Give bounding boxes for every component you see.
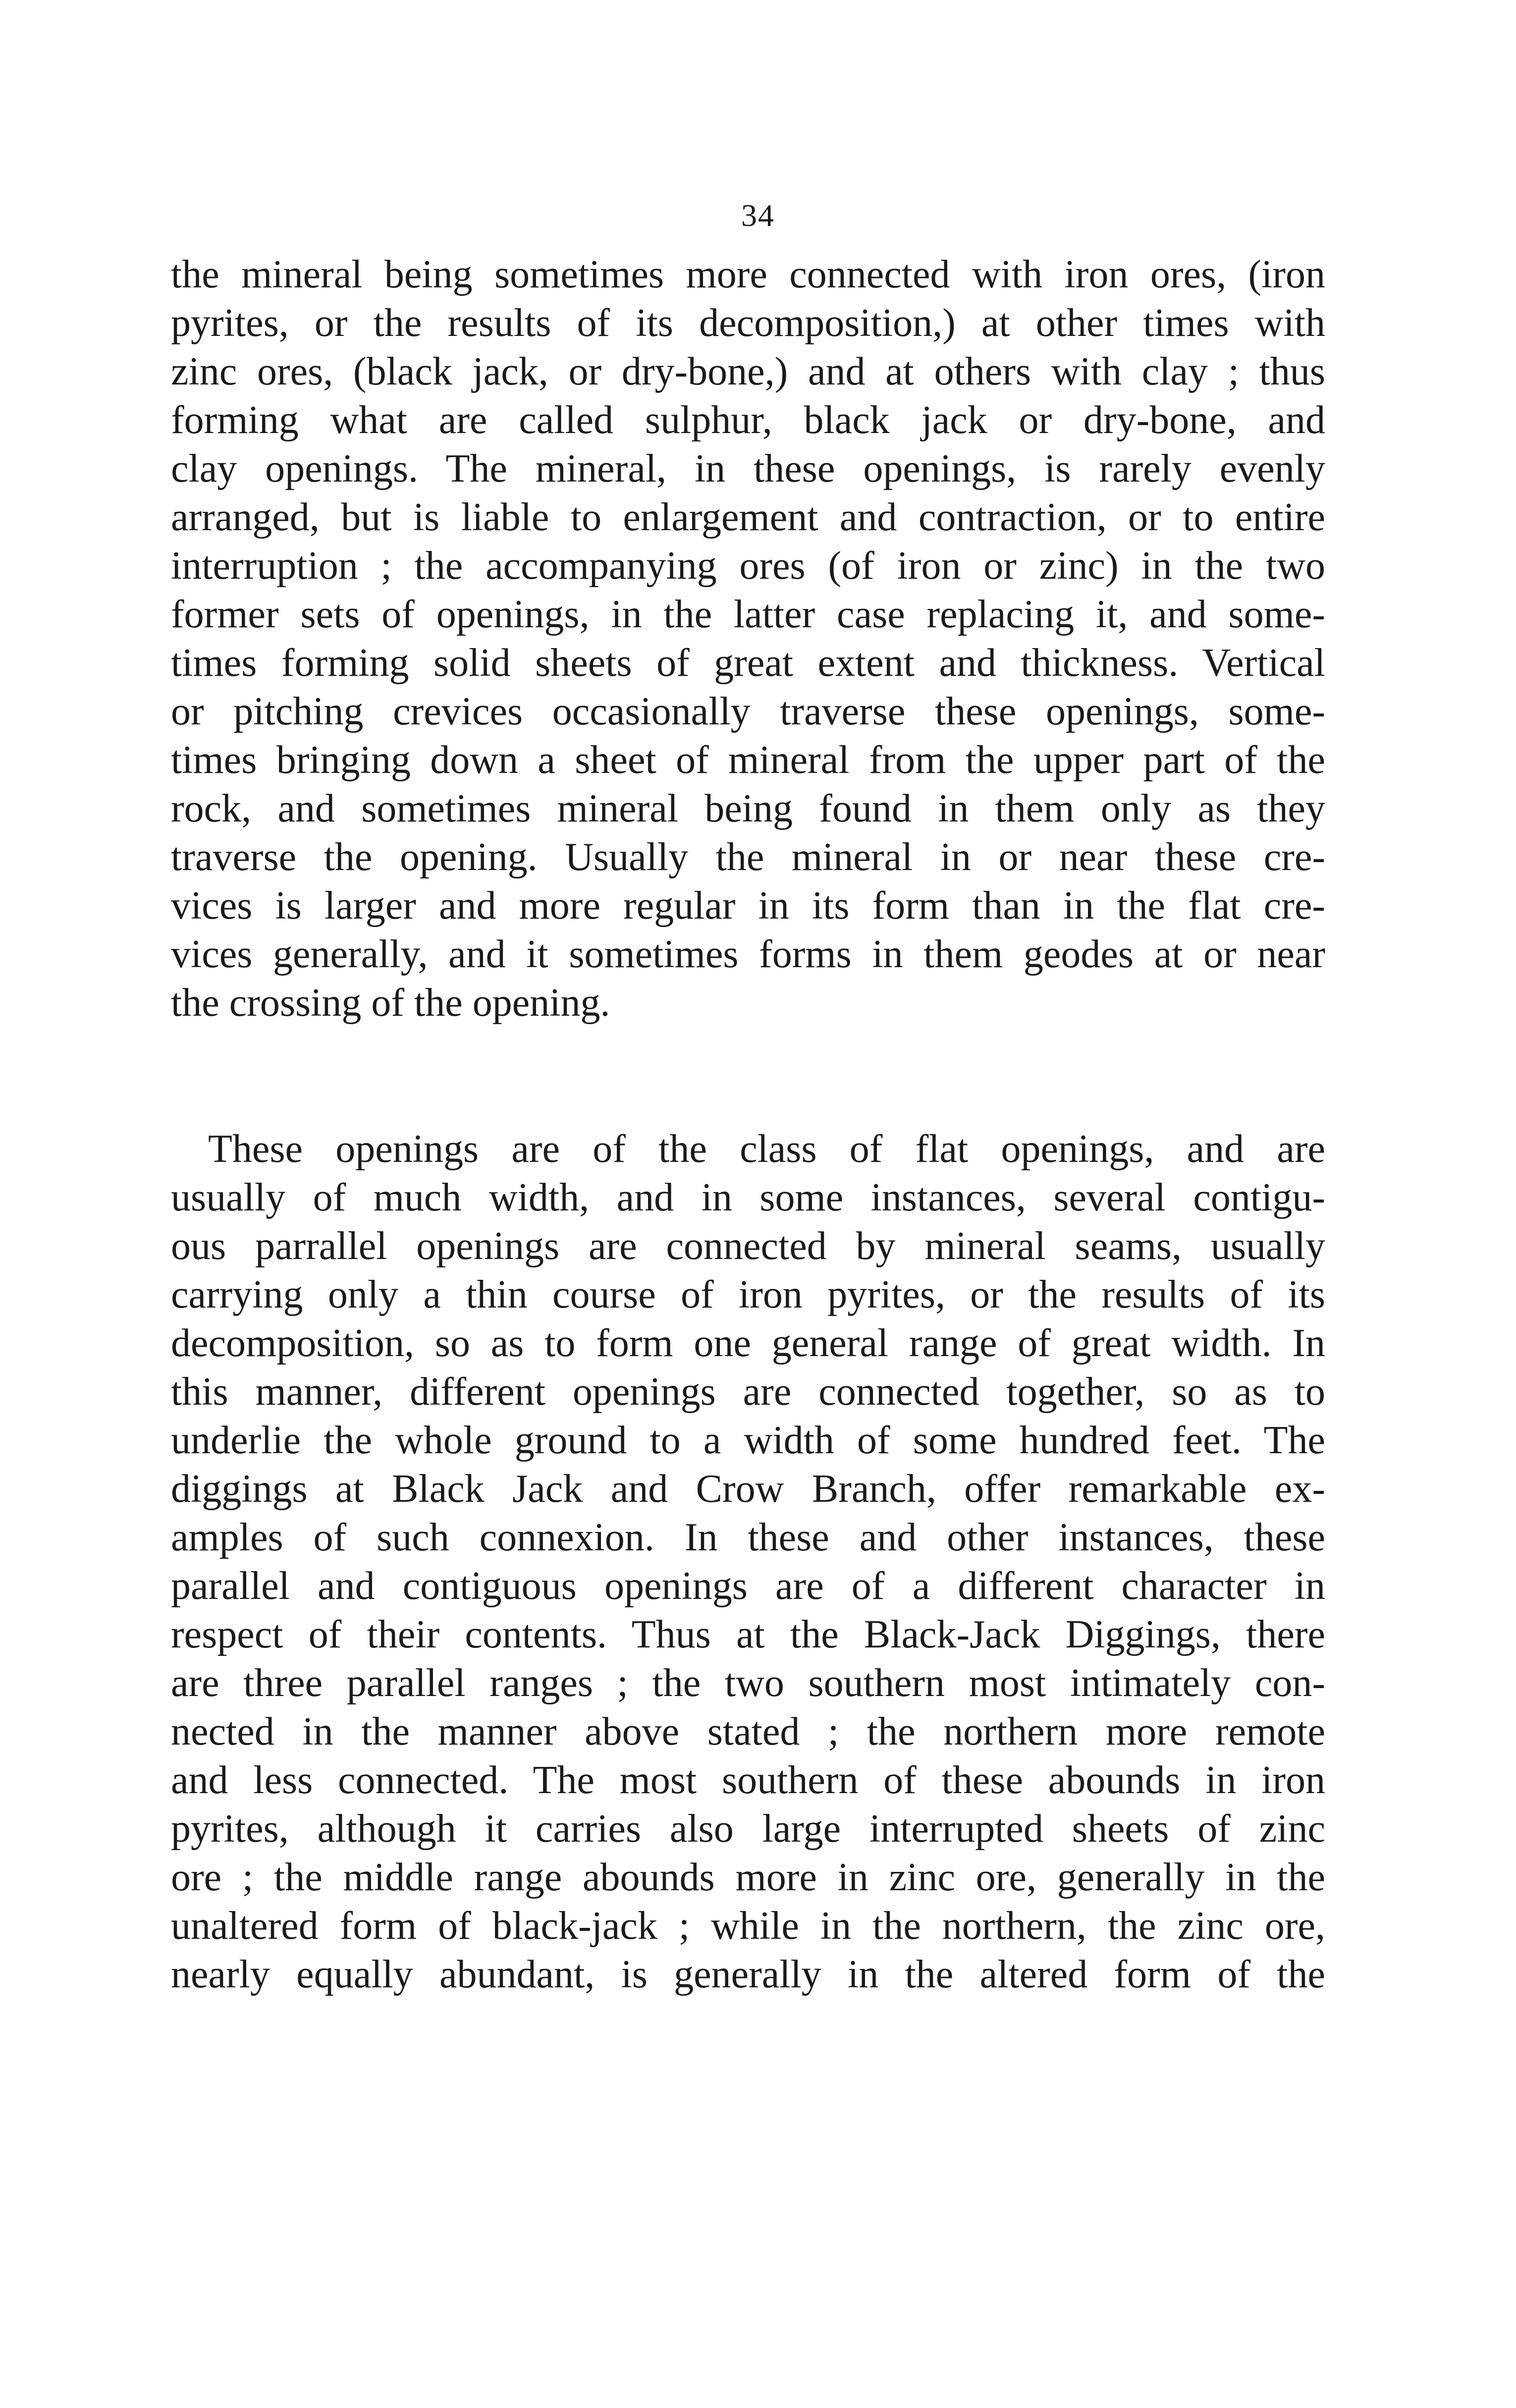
paragraph-1 [171,250,1325,1027]
text-line: amples of such connexion. In these and other instances, these [171,1516,1325,1559]
text-line: nearly equally abundant, is generally in the altered form of the [171,1953,1325,1996]
text-line: the crossing of the opening. [171,981,610,1025]
text-line: unaltered form of black-jack ; while in the northern, the zinc ore, [171,1904,1325,1948]
text-line: respect of their contents. Thus at the Black-Jack Diggings, there [171,1613,1325,1656]
text-line: forming what are called sulphur, black jack or dry-bone, and [171,398,1325,442]
text-line: former sets of openings, in the latter case replacing it, and some- [171,593,1325,636]
text-line: ous parrallel openings are connected by mineral seams, usually [171,1224,1325,1268]
text-line: and less connected. The most southern of these abounds in iron [171,1758,1325,1802]
paragraph-2 [171,1125,1325,1999]
text-line: times forming solid sheets of great extent and thickness. Vertical [171,641,1325,685]
text-line: or pitching crevices occasionally traverse these openings, some- [171,690,1325,733]
text-line: underlie the whole ground to a width of some hundred feet. The [171,1419,1325,1462]
page-number: 34 [741,198,775,233]
text-line: times bringing down a sheet of mineral from the upper part of the [171,738,1325,782]
text-line: These openings are of the class of flat openings, and are [208,1127,1325,1171]
text-line: interruption ; the accompanying ores (of iron or zinc) in the two [171,544,1325,588]
text-line: ore ; the middle range abounds more in zinc ore, generally in the [171,1856,1325,1899]
text-line: pyrites, or the results of its decomposition,) at other times with [171,301,1325,345]
text-line: decomposition, so as to form one general range of great width. In [171,1321,1325,1365]
text-line: the mineral being sometimes more connected with iron ores, (iron [171,253,1325,296]
text-line: nected in the manner above stated ; the northern more remote [171,1710,1325,1753]
text-line: traverse the opening. Usually the mineral in or near these cre- [171,835,1325,879]
text-line: carrying only a thin course of iron pyrites, or the results of its [171,1273,1325,1316]
text-line: usually of much width, and in some instances, several contigu- [171,1176,1325,1219]
text-line: vices generally, and it sometimes forms in them geodes at or near [171,932,1325,976]
text-line: vices is larger and more regular in its form than in the flat cre- [171,884,1325,928]
text-line: diggings at Black Jack and Crow Branch, offer remarkable ex- [171,1467,1325,1511]
text-line: this manner, different openings are connected together, so as to [171,1370,1325,1414]
text-line: rock, and sometimes mineral being found in them only as they [171,787,1325,830]
text-line: pyrites, although it carries also large interrupted sheets of zinc [171,1807,1325,1851]
text-line: arranged, but is liable to enlargement and contraction, or to entire [171,495,1325,539]
text-line: clay openings. The mineral, in these openings, is rarely evenly [171,447,1325,491]
text-line: parallel and contiguous openings are of a different character in [171,1564,1325,1608]
text-line: are three parallel ranges ; the two southern most intimately con- [171,1661,1325,1705]
text-line: zinc ores, (black jack, or dry-bone,) and at others with clay ; thus [171,350,1325,393]
